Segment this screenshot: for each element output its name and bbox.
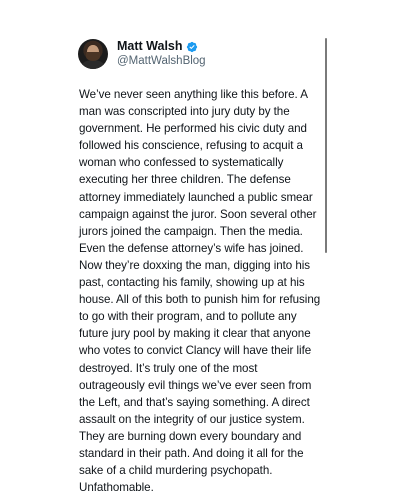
verified-badge-icon [186, 41, 198, 53]
tweet-header [78, 37, 206, 71]
avatar-shirt [81, 60, 105, 69]
display-name[interactable]: Matt Walsh [117, 39, 183, 53]
author-names [117, 39, 206, 69]
tweet-text: We’ve never seen anything like this before. A man was conscripted into jury duty by the government. He performed his civic duty and followed his conscience, refusing to acquit a woman who confessed to systematically executing her three children. The defense attorney immediately launched a public smear campaign against the juror. Soon several other jurors joined the campaign. Then the media. Even the defense attorney’s wife has joined. Now they’re doxxing the man, digging into his past, contacting his family, showing up at his house. All of this both to punish him for refusing to go with their program, and to pollute any future jury pool by making it clear that anyone who votes to convict Clancy will have their life destroyed. It’s truly one of the most outrageously evil things we’ve ever seen from the Left, and that’s saying something. A direct assault on the integrity of our justice system. They are burning down every boundary and standard in their path. And doing it all for the sake of a child murdering psychopath. Unfathomable. [79, 88, 321, 495]
avatar-beard [86, 52, 100, 61]
author-handle[interactable]: @MattWalshBlog [117, 55, 206, 67]
display-name-row[interactable] [117, 39, 206, 54]
avatar[interactable] [78, 39, 108, 69]
